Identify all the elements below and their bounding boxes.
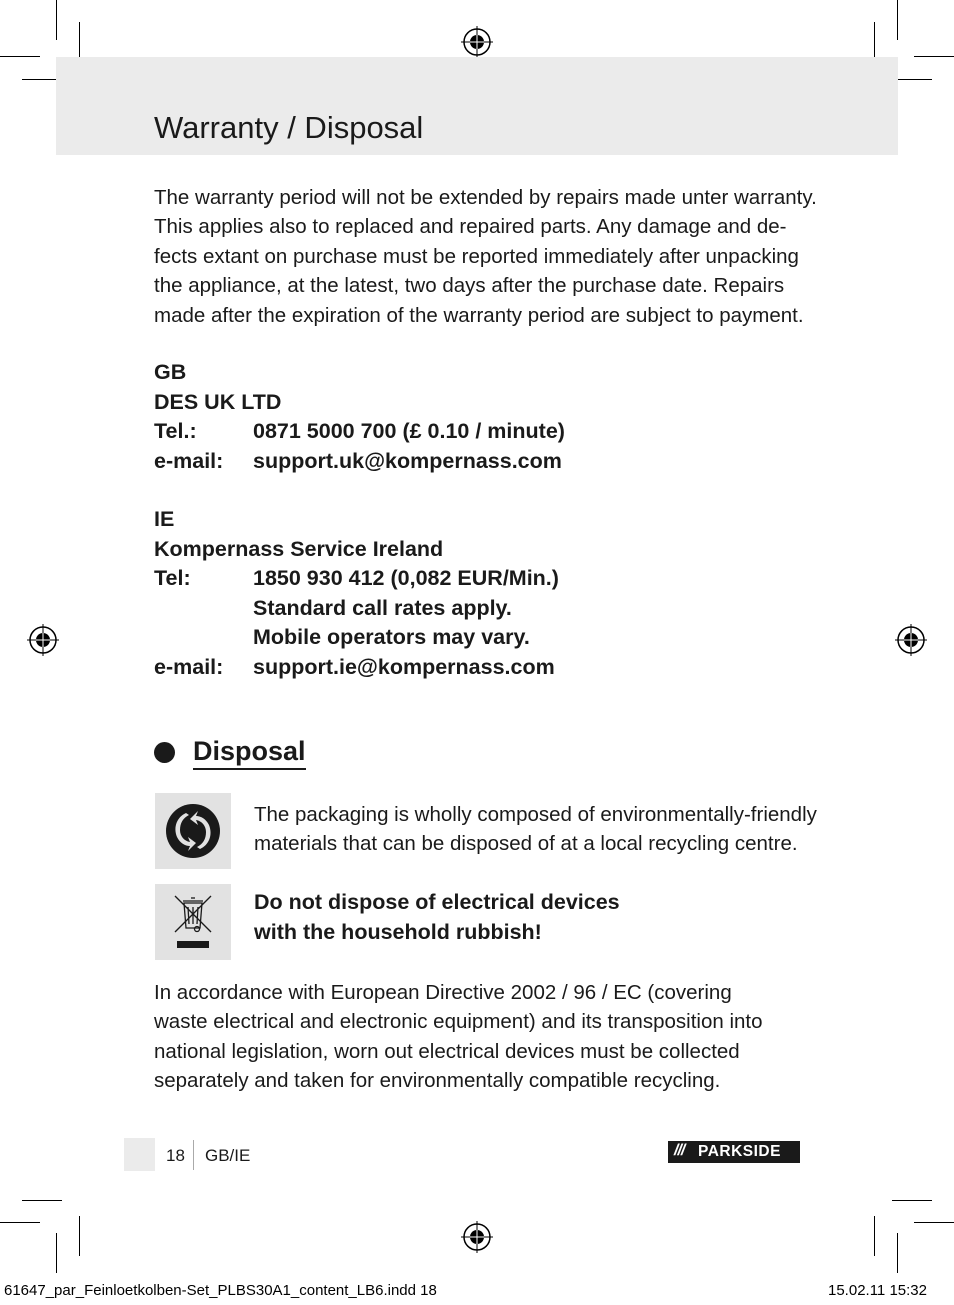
telephone-label: Tel: [154, 566, 191, 590]
print-slug-file: 61647_par_Feinloetkolben-Set_PLBS30A1_content_LB6.indd 18 [4, 1282, 437, 1299]
page-title: Warranty / Disposal [154, 110, 424, 145]
country-code: GB [154, 360, 187, 384]
text-line: fects extant on purchase must be reported immediately after unpacking [154, 244, 799, 268]
print-slug-datetime: 15.02.11 15:32 [828, 1282, 927, 1299]
crossed-out-wheelie-bin-icon [155, 884, 231, 960]
crop-mark [914, 56, 954, 57]
email-label: e-mail: [154, 654, 224, 679]
telephone-note-text: Mobile operators may vary. [253, 625, 530, 649]
crop-mark [0, 56, 40, 57]
text-line: national legislation, worn out electrical devices must be collected [154, 1039, 740, 1063]
text-line: materials that can be disposed of at a local recycling centre. [254, 832, 798, 856]
footer-divider [193, 1140, 194, 1170]
green-dot-recycling-icon [155, 793, 231, 869]
text-line: The warranty period will not be extended by repairs made unter warranty. [154, 186, 817, 209]
telephone-note [154, 594, 814, 624]
email-label: e-mail: [154, 448, 224, 473]
crop-mark [79, 22, 80, 62]
crop-mark [22, 1200, 62, 1201]
brand-logo [668, 1141, 800, 1163]
text-line: made after the expiration of the warranty period are subject to payment. [154, 303, 804, 327]
brand-slashes: /// [674, 1142, 685, 1159]
warranty-paragraph [154, 183, 817, 330]
telephone-label: Tel.: [154, 419, 197, 443]
directive-paragraph [154, 978, 804, 1096]
footer-tab [124, 1138, 155, 1171]
registration-mark-icon [461, 1221, 493, 1253]
telephone-number: 1850 930 412 (0,082 EUR/Min.) [253, 566, 559, 590]
company-name: Kompernass Service Ireland [154, 536, 444, 561]
telephone-row [154, 564, 814, 594]
packaging-paragraph [254, 800, 817, 859]
crop-mark [79, 1216, 80, 1256]
crop-mark [892, 1200, 932, 1201]
email-address: support.ie@kompernass.com [253, 654, 555, 679]
crop-mark [897, 0, 898, 40]
registration-mark-icon [461, 26, 493, 58]
text-line: with the household rubbish! [254, 919, 542, 944]
text-line: separately and taken for environmentally compatible recycling. [154, 1069, 721, 1093]
email-row [154, 653, 814, 683]
text-line: This applies also to replaced and repaired parts. Any damage and de- [154, 215, 787, 239]
crop-mark [914, 1222, 954, 1223]
registration-mark-icon [895, 624, 927, 656]
section-heading: Disposal [193, 736, 306, 770]
contact-block-gb [154, 358, 814, 476]
registration-mark-icon [27, 624, 59, 656]
telephone-note-text: Standard call rates apply. [253, 595, 512, 620]
crop-mark [897, 1233, 898, 1273]
text-line: the appliance, at the latest, two days after the purchase date. Repairs [154, 274, 785, 298]
telephone-note [154, 623, 814, 653]
crop-mark [56, 0, 57, 40]
language-label: GB/IE [205, 1146, 251, 1165]
crop-mark [0, 1222, 40, 1223]
contact-block-ie [154, 505, 814, 682]
telephone-row [154, 417, 814, 447]
text-line: Do not dispose of electrical devices [254, 890, 620, 914]
text-line: waste electrical and electronic equipment) and its transposition into [154, 1010, 763, 1034]
page-number: 18 [166, 1146, 185, 1165]
text-line: The packaging is wholly composed of environmentally-friendly [254, 803, 817, 826]
crop-mark [56, 1233, 57, 1273]
brand-name: PARKSIDE [698, 1143, 781, 1160]
crop-mark [874, 22, 875, 62]
text-line: In accordance with European Directive 2002 / 96 / EC (covering [154, 981, 732, 1004]
email-row [154, 447, 814, 477]
crop-mark [874, 1216, 875, 1256]
crop-mark [892, 79, 932, 80]
email-address: support.uk@kompernass.com [253, 448, 562, 473]
warning-text [254, 888, 804, 947]
company-name: DES UK LTD [154, 389, 282, 414]
country-code: IE [154, 507, 175, 531]
bullet-icon [154, 742, 175, 763]
telephone-number: 0871 5000 700 (£ 0.10 / minute) [253, 419, 565, 443]
